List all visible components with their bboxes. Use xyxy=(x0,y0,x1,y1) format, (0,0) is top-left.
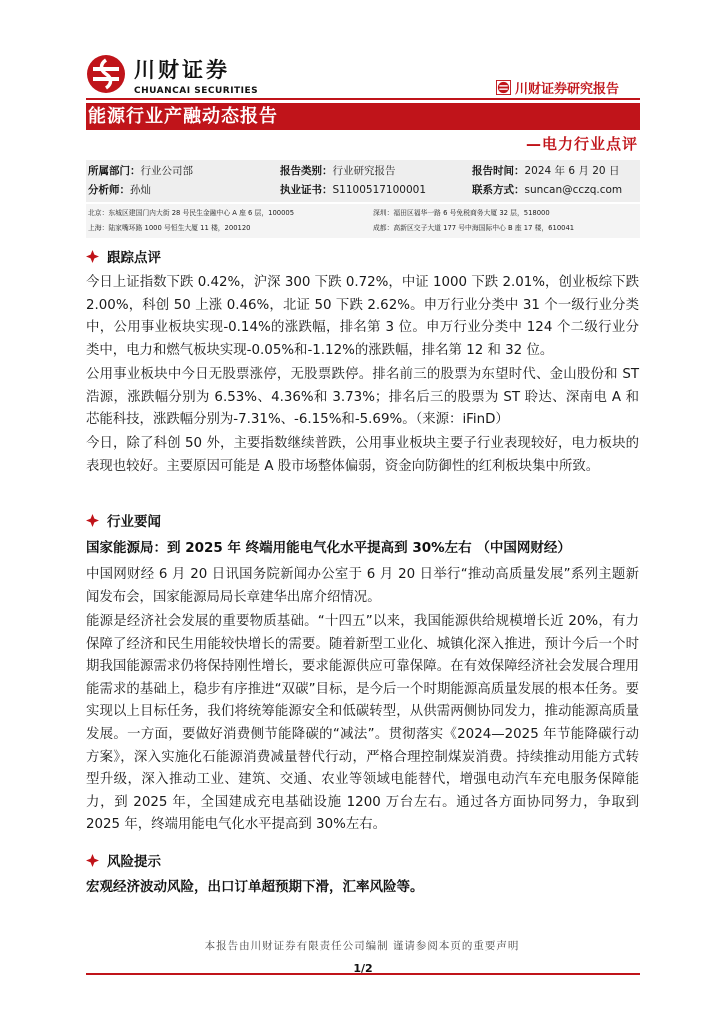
title-bar xyxy=(86,103,640,130)
address-shenzhen: 深圳：福田区福华一路 6 号免税商务大厦 32 层，518000 xyxy=(373,209,550,217)
chuancai-logo-icon xyxy=(86,54,126,94)
time-label: 报告时间： xyxy=(472,165,525,177)
contact-value: suncan@cczq.com xyxy=(524,184,623,196)
chuancai-small-logo-icon xyxy=(496,80,511,95)
dept-label: 所属部门： xyxy=(88,165,141,177)
tracking-paragraph-2: 公用事业板块中今日无股票涨停，无股票跌停。排名前三的股票为东望时代、金山股份和 ST 浩源，涨跌幅分别为 6.53%、4.36%和 3.73%；排名后三的股票为 ST 聆达、深南电 A 和芯能科技，涨跌幅分别为-7.31%、-6.15%和-5.69%。（来源：iFinD） xyxy=(86,367,639,428)
news-headline: 国家能源局：到 2025 年 终端用能电气化水平提高到 30%左右 （中国网财经） xyxy=(86,540,571,556)
category-label: 报告类别： xyxy=(280,165,333,177)
section-tracking-title: 跟踪点评 xyxy=(107,250,161,266)
meta-contact xyxy=(472,183,622,197)
news-paragraph-2: 能源是经济社会发展的重要物质基础。“十四五”以来，我国能源供给规模增长近 20%，有力保障了经济和民生用能较快增长的需要。随着新型工业化、城镇化深入推进，预计今后一个时期我国能源需求仍将保持刚性增长，要求能源供应可靠保障。在有效保障经济社会发展合理用能需求的基础上，稳步有序推进“双碳”目标，是今后一个时期能源高质量发展的根本任务。要实现以上目标任务，我们将统筹能源安全和低碳转型，从供需两侧协同发力，推动能源高质量发展。一方面，要做好消费侧节能降碳的“减法”。贯彻落实《2024—2025 年节能降碳行动方案》，深入实施化石能源消费减量替代行动，严格合理控制煤炭消费。持续推动用能方式转型升级，深入推动工业、建筑、交通、农业等领域电能替代，增强电动汽车充电服务保障能力，到 2025 年，全国建成充电基础设施 1200 万台左右。通过各方面协同努力，争取到 2025 年，终端用能电气化水平提高到 30%左右。 xyxy=(86,614,639,833)
category-value: 行业研究报告 xyxy=(332,165,396,177)
risk-text: 宏观经济波动风险，出口订单超预期下滑，汇率风险等。 xyxy=(86,879,424,895)
tracking-paragraph-3: 今日，除了科创 50 外，主要指数继续普跌，公用事业板块主要子行业表现较好，电力板块的表现也较好。主要原因可能是 A 股市场整体偏弱，资金向防御性的红利板块集中所致。 xyxy=(86,436,639,474)
address-chengdu: 成都：高新区交子大道 177 号中海国际中心 B 座 17 楼，610041 xyxy=(373,224,575,232)
diamond-bullet-icon xyxy=(86,854,99,867)
address-shanghai: 上海：陆家嘴环路 1000 号恒生大厦 11 楼，200120 xyxy=(88,224,251,232)
report-label xyxy=(496,78,619,97)
section-news-heading xyxy=(86,510,161,530)
meta-time xyxy=(472,164,619,178)
report-label-text: 川财证券研究报告 xyxy=(515,82,620,97)
section-tracking-heading xyxy=(86,246,161,266)
brand-name: 川财证券 xyxy=(134,58,230,82)
dept-value: 行业公司部 xyxy=(140,165,193,177)
diamond-bullet-icon xyxy=(86,514,99,527)
section-risk-heading xyxy=(86,850,161,870)
time-value: 2024 年 6 月 20 日 xyxy=(524,165,620,177)
report-meta-panel xyxy=(86,160,640,202)
meta-analyst xyxy=(88,183,151,197)
diamond-bullet-icon xyxy=(86,250,99,263)
brand-english-name: CHUANCAI SECURITIES xyxy=(134,86,259,96)
cert-value: S1100517100001 xyxy=(332,184,427,196)
analyst-value: 孙灿 xyxy=(130,184,151,196)
meta-cert xyxy=(280,183,426,197)
meta-category xyxy=(280,164,396,178)
header-divider xyxy=(86,98,640,100)
contact-label: 联系方式： xyxy=(472,184,525,196)
report-subtitle: —电力行业点评 xyxy=(525,135,638,153)
footer-disclaimer: 本报告由川财证券有限责任公司编制 谨请参阅本页的重要声明 xyxy=(204,940,520,952)
tracking-paragraph-1: 今日上证指数下跌 0.42%，沪深 300 下跌 0.72%，中证 1000 下跌 2.01%，创业板综下跌 2.00%，科创 50 上涨 0.46%，北证 50 下跌 2.62%。申万行业分类中 31 个一级行业分类中，公用事业板块实现-0.14%的涨跌幅，排名第 3 位。申万行业分类中 124 个二级行业分类中，电力和燃气板块实现-0.05%和-1.12%的涨跌幅，排名第 12 和 32 位。 xyxy=(86,275,639,358)
office-addresses xyxy=(86,204,640,238)
page-number: 1/2 xyxy=(353,962,373,975)
address-beijing: 北京：东城区建国门内大街 28 号民生金融中心 A 座 6 层，100005 xyxy=(88,209,295,217)
section-risk-title: 风险提示 xyxy=(107,854,161,870)
report-title: 能源行业产融动态报告 xyxy=(88,106,278,127)
cert-label: 执业证书： xyxy=(280,184,333,196)
meta-dept xyxy=(88,164,193,178)
analyst-label: 分析师： xyxy=(88,184,130,196)
page-number-bar xyxy=(86,957,640,975)
news-paragraph-1: 中国网财经 6 月 20 日讯国务院新闻办公室于 6 月 20 日举行“推动高质量发展”系列主题新闻发布会，国家能源局局长章建华出席介绍情况。 xyxy=(86,567,639,605)
section-news-title: 行业要闻 xyxy=(107,514,161,530)
